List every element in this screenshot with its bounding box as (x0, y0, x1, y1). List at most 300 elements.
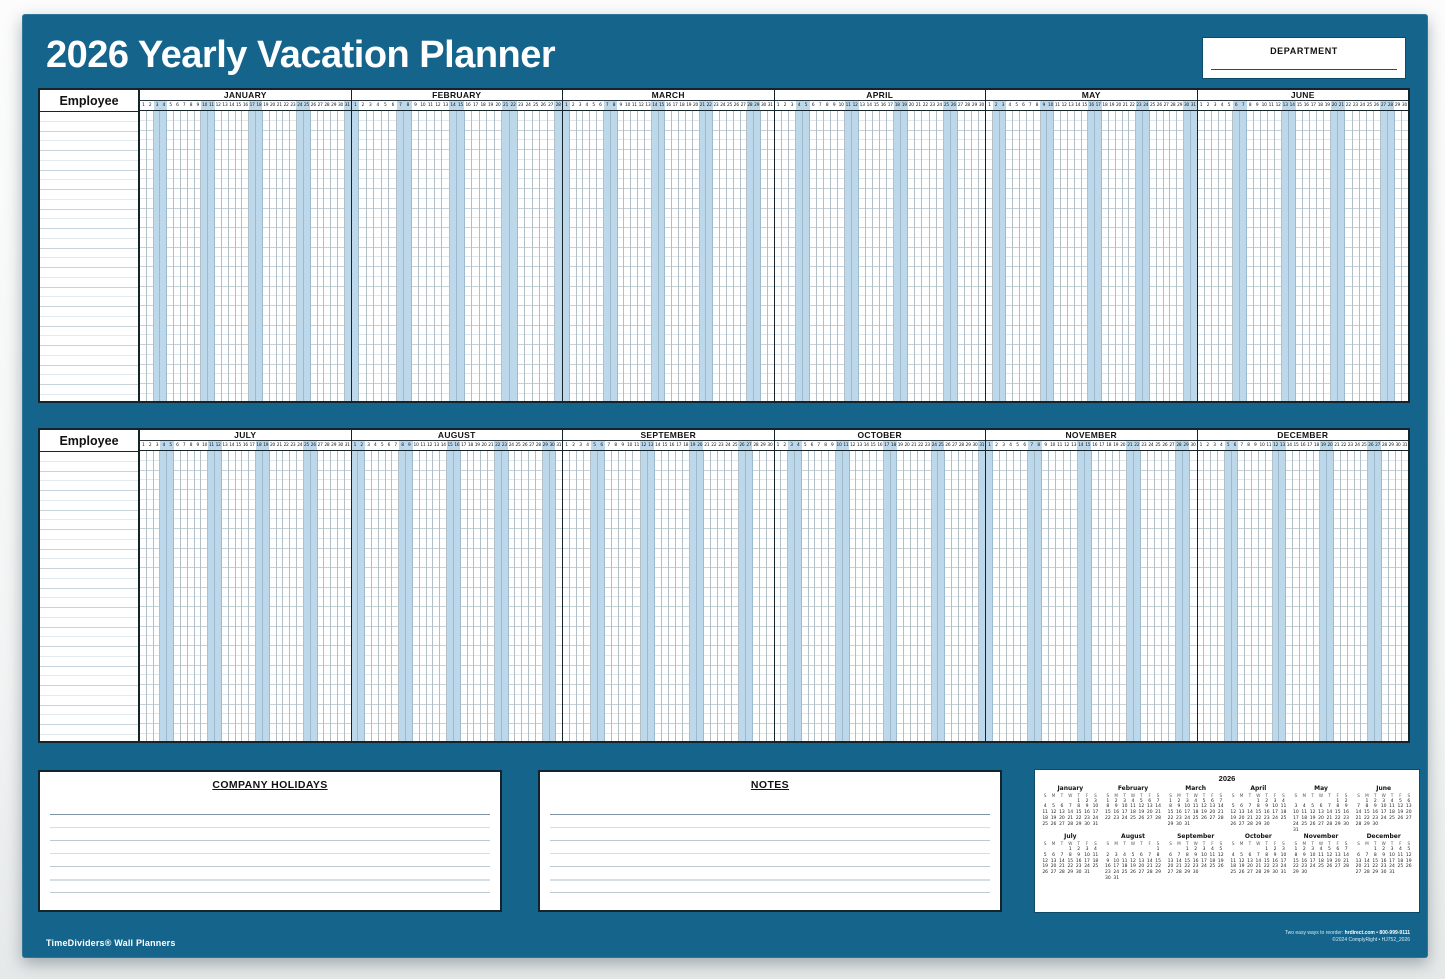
mini-day: 2 (1373, 798, 1377, 804)
mini-month-name: August (1121, 833, 1145, 841)
day-column (645, 111, 652, 401)
mini-day: 3 (1094, 798, 1097, 804)
mini-day: 15 (1067, 858, 1074, 864)
day-column (612, 451, 619, 741)
day-column (859, 111, 866, 401)
day-column (174, 451, 181, 741)
day-column (958, 111, 965, 401)
mini-dow-label: T (1328, 793, 1331, 798)
day-number: 28 (324, 443, 330, 448)
day-number: 30 (337, 443, 344, 448)
weekend-day-column (550, 451, 557, 741)
mini-day: 28 (1155, 815, 1161, 821)
mini-day (1208, 822, 1216, 828)
mini-day: 24 (1184, 815, 1191, 821)
day-column (442, 111, 450, 401)
day-number: 4 (1008, 103, 1012, 108)
mini-dow-label: M (1239, 841, 1244, 847)
day-numbers-row (986, 101, 1197, 111)
mini-dow-label: T (1123, 793, 1126, 798)
day-column (1317, 111, 1324, 401)
mini-day: 18 (1092, 858, 1099, 864)
day-number: 15 (447, 443, 453, 448)
weekend-day-column (510, 111, 518, 401)
mini-day: 15 (1293, 858, 1299, 864)
weekend-day-column (447, 451, 454, 741)
weekend-day-column (304, 111, 311, 401)
mini-day: 19 (1217, 858, 1224, 864)
weekend-day-column (894, 111, 901, 401)
day-number: 15 (870, 443, 876, 448)
day-number: 28 (555, 103, 561, 108)
mini-day: 10 (1201, 852, 1207, 858)
day-number: 17 (884, 443, 890, 448)
day-column (201, 451, 208, 741)
day-number: 26 (522, 443, 528, 448)
mini-dow-label: T (1077, 841, 1080, 847)
day-column (548, 111, 556, 401)
mini-day: 22 (1104, 815, 1111, 821)
mini-day: 18 (1301, 815, 1308, 821)
day-number: 15 (236, 103, 242, 108)
mini-dow-label: T (1374, 841, 1377, 847)
weekend-day-column (648, 451, 655, 741)
day-column (570, 111, 577, 401)
mini-day: 29 (1155, 870, 1161, 876)
mini-day: 23 (1343, 815, 1349, 821)
mini-day: 8 (1068, 852, 1072, 858)
day-column (767, 451, 773, 741)
day-number: 11 (1054, 103, 1060, 108)
mini-day: 20 (1405, 810, 1412, 816)
weekend-day-column (1028, 451, 1035, 741)
mini-day: 2 (1382, 846, 1386, 852)
day-number: 24 (297, 443, 303, 448)
month-grid (775, 111, 986, 401)
day-number: 28 (747, 103, 753, 108)
mini-dow-label: T (1265, 841, 1268, 847)
day-column (1310, 111, 1317, 401)
day-numbers-row (1198, 101, 1409, 111)
mini-day: 4 (1194, 798, 1198, 804)
mini-day: 24 (1293, 821, 1299, 827)
day-number: 29 (1388, 443, 1394, 448)
day-column (725, 451, 732, 741)
mini-dow-label: S (1344, 793, 1348, 798)
day-number: 8 (1247, 443, 1250, 448)
weekend-day-column (747, 111, 754, 401)
mini-day: 19 (1397, 810, 1404, 816)
day-number: 31 (979, 443, 985, 448)
day-number: 1 (563, 101, 570, 110)
day-number: 17 (887, 103, 893, 108)
day-number: 2 (993, 101, 1000, 110)
day-number: 30 (337, 103, 344, 108)
day-number: 4 (795, 441, 802, 450)
day-number: 3 (154, 101, 161, 110)
mini-day: 30 (1301, 870, 1308, 876)
mini-day: 27 (1138, 870, 1145, 876)
day-number: 29 (331, 443, 337, 448)
day-number: 23 (1352, 103, 1358, 108)
mini-dow-label: T (1311, 841, 1314, 847)
day-column (495, 111, 503, 401)
notes-write-lines (550, 802, 990, 902)
mini-day: 27 (1355, 870, 1362, 876)
day-number: 27 (957, 103, 963, 108)
weekend-day-column (160, 451, 167, 741)
day-column (331, 451, 338, 741)
mini-day: 1 (1294, 846, 1298, 852)
day-number: 20 (904, 443, 910, 448)
mini-day: 15 (1334, 810, 1341, 816)
day-number: 13 (222, 103, 228, 108)
day-column (215, 111, 222, 401)
day-number: 12 (852, 103, 858, 108)
mini-day: 20 (1050, 864, 1057, 870)
day-number: 10 (413, 443, 419, 448)
mini-day (1334, 870, 1342, 876)
mini-dow-label: T (1390, 841, 1394, 847)
day-column (412, 111, 420, 401)
mini-day: 9 (1194, 852, 1198, 858)
day-column (1212, 111, 1219, 401)
day-number: 20 (697, 443, 703, 448)
mini-dow-label: T (1202, 793, 1206, 798)
day-number: 14 (1078, 443, 1084, 448)
day-number: 29 (1177, 103, 1183, 108)
day-column (1020, 111, 1027, 401)
day-number: 27 (740, 103, 746, 108)
mini-day: 28 (1326, 821, 1333, 827)
mini-day: 31 (1092, 821, 1099, 827)
day-number: 29 (331, 103, 337, 108)
day-column (461, 451, 468, 741)
day-column (720, 111, 727, 401)
mini-dow-label: W (1381, 793, 1386, 798)
weekend-day-column (795, 451, 802, 741)
mini-day: 21 (1355, 815, 1362, 821)
day-number: 2 (783, 443, 786, 448)
mini-day: 20 (1318, 815, 1324, 821)
day-column (1120, 451, 1127, 741)
day-column (1061, 111, 1068, 401)
day-number: 16 (1088, 103, 1094, 108)
day-number: 20 (270, 103, 276, 108)
mini-day: 2 (1077, 846, 1081, 852)
mini-day: 12 (1405, 852, 1412, 858)
day-number: 21 (1122, 103, 1128, 108)
mini-dow-label: F (1148, 841, 1151, 847)
day-column (563, 451, 570, 741)
mini-day: 3 (1382, 798, 1386, 804)
day-column (367, 111, 375, 401)
mini-day (1325, 870, 1333, 876)
mini-day: 12 (1230, 810, 1237, 816)
mini-month-name: April (1250, 785, 1267, 792)
day-number: 14 (866, 103, 872, 108)
weekend-day-column (591, 451, 598, 741)
month-name-label: AUGUST (352, 430, 563, 441)
mini-day: 21 (1217, 810, 1224, 816)
day-column (986, 111, 993, 401)
day-number: 12 (1273, 443, 1279, 448)
day-column (167, 111, 174, 401)
day-number: 4 (160, 441, 167, 450)
day-number: 12 (1061, 103, 1067, 108)
mini-day: 2 (1114, 798, 1118, 804)
day-numbers-row (140, 441, 351, 451)
day-number: 30 (972, 443, 978, 448)
day-column (908, 111, 915, 401)
day-column (1396, 451, 1403, 741)
mini-week-row (1041, 822, 1100, 828)
weekend-day-column (352, 451, 359, 741)
mini-day: 4 (1043, 804, 1047, 810)
mini-dow-label: S (1407, 793, 1411, 798)
mini-day: 4 (1319, 846, 1323, 852)
mini-day: 17 (1280, 858, 1287, 864)
weekend-day-column (697, 451, 704, 741)
day-column (195, 111, 202, 401)
mini-dow-label: F (1085, 841, 1089, 847)
day-column (154, 451, 161, 741)
day-number: 23 (1136, 103, 1142, 108)
mini-day (1129, 876, 1137, 882)
day-number: 27 (1380, 103, 1386, 108)
mini-day: 9 (1177, 804, 1181, 810)
company-holidays-panel (38, 770, 502, 912)
day-column (297, 451, 304, 741)
mini-day: 5 (1139, 798, 1143, 804)
mini-day: 23 (1113, 815, 1120, 821)
planner-grid-jan-jun (38, 88, 1410, 403)
day-number: 26 (1162, 443, 1168, 448)
day-number: 16 (880, 103, 886, 108)
day-column (802, 451, 809, 741)
day-column (533, 111, 541, 401)
day-column (873, 111, 880, 401)
day-number: 1 (1199, 103, 1203, 108)
day-number: 23 (929, 103, 935, 108)
weekend-day-column (399, 451, 406, 741)
day-number: 14 (655, 443, 661, 448)
mini-day: 8 (1156, 852, 1160, 858)
weekend-day-column (690, 451, 697, 741)
day-column (1341, 451, 1348, 741)
mini-week-row (1292, 870, 1351, 876)
mini-day: 8 (1169, 804, 1172, 810)
mini-day: 22 (1364, 815, 1370, 821)
mini-day: 28 (1255, 870, 1262, 876)
day-column (540, 111, 548, 401)
day-number: 28 (958, 443, 964, 448)
day-number: 3 (578, 103, 582, 108)
day-column (638, 111, 645, 401)
day-number: 26 (540, 103, 546, 108)
mini-dow-label: M (1365, 793, 1369, 798)
day-number: 31 (767, 103, 773, 108)
mini-dow-label: T (1060, 793, 1064, 798)
day-number: 8 (1035, 103, 1039, 108)
day-number: 22 (1345, 103, 1351, 108)
mini-day: 20 (1238, 815, 1245, 821)
mini-dow-label: F (1336, 841, 1339, 847)
day-number: 2 (148, 103, 152, 108)
mini-day: 21 (1364, 864, 1370, 870)
day-column (290, 111, 297, 401)
mini-day: 14 (1326, 810, 1333, 816)
day-column (465, 111, 473, 401)
day-number: 19 (1113, 443, 1119, 448)
mini-day: 6 (1169, 852, 1172, 858)
mini-dow-label: W (1068, 793, 1073, 798)
day-number: 7 (817, 443, 820, 448)
day-column (222, 111, 229, 401)
day-number: 21 (1127, 443, 1133, 448)
mini-dow-label: T (1140, 793, 1143, 798)
day-number: 26 (1368, 443, 1374, 448)
day-number: 27 (746, 443, 752, 448)
mini-day: 26 (1397, 815, 1404, 821)
mini-day: 23 (1176, 815, 1182, 821)
day-column (966, 451, 973, 741)
mini-dow-label: S (1106, 841, 1110, 847)
day-column (631, 111, 638, 401)
day-number: 22 (510, 103, 516, 108)
day-number: 5 (803, 101, 810, 110)
mini-day: 8 (1106, 804, 1110, 810)
mini-dow-label: S (1294, 841, 1298, 847)
mini-day: 13 (1146, 804, 1153, 810)
mini-day: 17 (1121, 810, 1128, 816)
day-number: 5 (169, 103, 172, 108)
mini-day: 14 (1343, 852, 1349, 858)
mini-day: 5 (1052, 804, 1055, 810)
weekend-day-column (249, 111, 256, 401)
month-name-label: MARCH (563, 90, 774, 101)
day-column (392, 451, 399, 741)
mini-day: 15 (1075, 810, 1082, 816)
weekend-day-column (201, 111, 208, 401)
mini-dow-label: S (1282, 841, 1285, 847)
mini-day: 17 (1084, 858, 1090, 864)
mini-month-name: December (1366, 833, 1401, 841)
weekend-day-column (1127, 451, 1134, 741)
day-column (829, 451, 836, 741)
day-number: 16 (242, 443, 248, 448)
mini-dow-label: M (1051, 793, 1056, 798)
day-column (662, 451, 669, 741)
mini-day: 13 (1318, 810, 1324, 816)
mini-dow-label: S (1156, 841, 1160, 847)
day-column (1157, 111, 1164, 401)
day-column (1092, 451, 1099, 741)
mini-day: 17 (1389, 858, 1395, 864)
day-column (1198, 451, 1205, 741)
day-column (809, 451, 816, 741)
mini-day: 2 (1194, 846, 1198, 852)
mini-dow-label: W (1256, 841, 1261, 847)
day-column (775, 451, 782, 741)
mini-day: 13 (1138, 858, 1145, 864)
weekend-day-column (659, 111, 666, 401)
day-column (1148, 451, 1155, 741)
mini-day: 4 (1123, 852, 1127, 858)
mini-dow-label: S (1219, 841, 1223, 847)
mini-day: 24 (1092, 815, 1099, 821)
mini-day: 19 (1230, 815, 1237, 821)
day-column (1000, 451, 1007, 741)
day-number: 14 (1075, 103, 1081, 108)
mini-day: 19 (1050, 815, 1057, 821)
day-column (583, 111, 590, 401)
month-column-july (140, 430, 352, 741)
day-number: 3 (790, 103, 794, 108)
day-column (918, 451, 925, 741)
day-number: 20 (693, 103, 699, 108)
mini-day: 31 (1113, 875, 1120, 881)
day-number: 25 (1366, 103, 1372, 108)
mini-day: 5 (1231, 804, 1235, 810)
mini-day: 26 (1326, 864, 1333, 870)
mini-day: 24 (1113, 870, 1120, 876)
day-number: 2 (1206, 443, 1209, 448)
day-numbers-row (352, 441, 563, 451)
day-number: 11 (208, 103, 214, 108)
day-number: 10 (1048, 103, 1054, 108)
mini-day: 5 (1240, 852, 1244, 858)
mini-month-december (1352, 833, 1415, 881)
day-number: 12 (435, 103, 441, 108)
mini-day: 5 (1219, 846, 1223, 852)
mini-day: 19 (1138, 810, 1145, 816)
day-column (1245, 451, 1252, 741)
mini-dow-label: T (1202, 841, 1206, 847)
day-number: 27 (317, 443, 323, 448)
day-column (1324, 111, 1331, 401)
day-number: 25 (732, 443, 738, 448)
day-number: 9 (1255, 103, 1259, 108)
weekend-day-column (1381, 111, 1388, 401)
day-column (619, 451, 626, 741)
mini-day: 1 (1365, 798, 1369, 804)
mini-dow-label: M (1302, 793, 1307, 798)
day-number: 4 (160, 101, 167, 110)
mini-day: 23 (1263, 815, 1270, 821)
mini-day: 3 (1202, 846, 1206, 852)
day-column (522, 451, 529, 741)
day-column (1348, 451, 1355, 741)
weekend-day-column (739, 451, 746, 741)
day-number: 12 (427, 443, 433, 448)
day-number: 9 (414, 103, 417, 108)
mini-day: 13 (1405, 804, 1412, 810)
mini-day: 30 (1176, 821, 1182, 827)
mini-calendar-row-1 (1039, 785, 1415, 833)
day-number: 28 (1176, 443, 1182, 448)
mini-day: 10 (1121, 804, 1128, 810)
day-column (817, 111, 824, 401)
mini-day: 6 (1052, 852, 1055, 858)
mini-day: 11 (1230, 858, 1237, 864)
mini-day: 23 (1192, 864, 1199, 870)
mini-dow-label: F (1399, 841, 1402, 847)
day-column (1141, 451, 1148, 741)
mini-day: 2 (1302, 846, 1306, 852)
mini-week-row (1166, 870, 1225, 876)
weekend-day-column (502, 451, 509, 741)
